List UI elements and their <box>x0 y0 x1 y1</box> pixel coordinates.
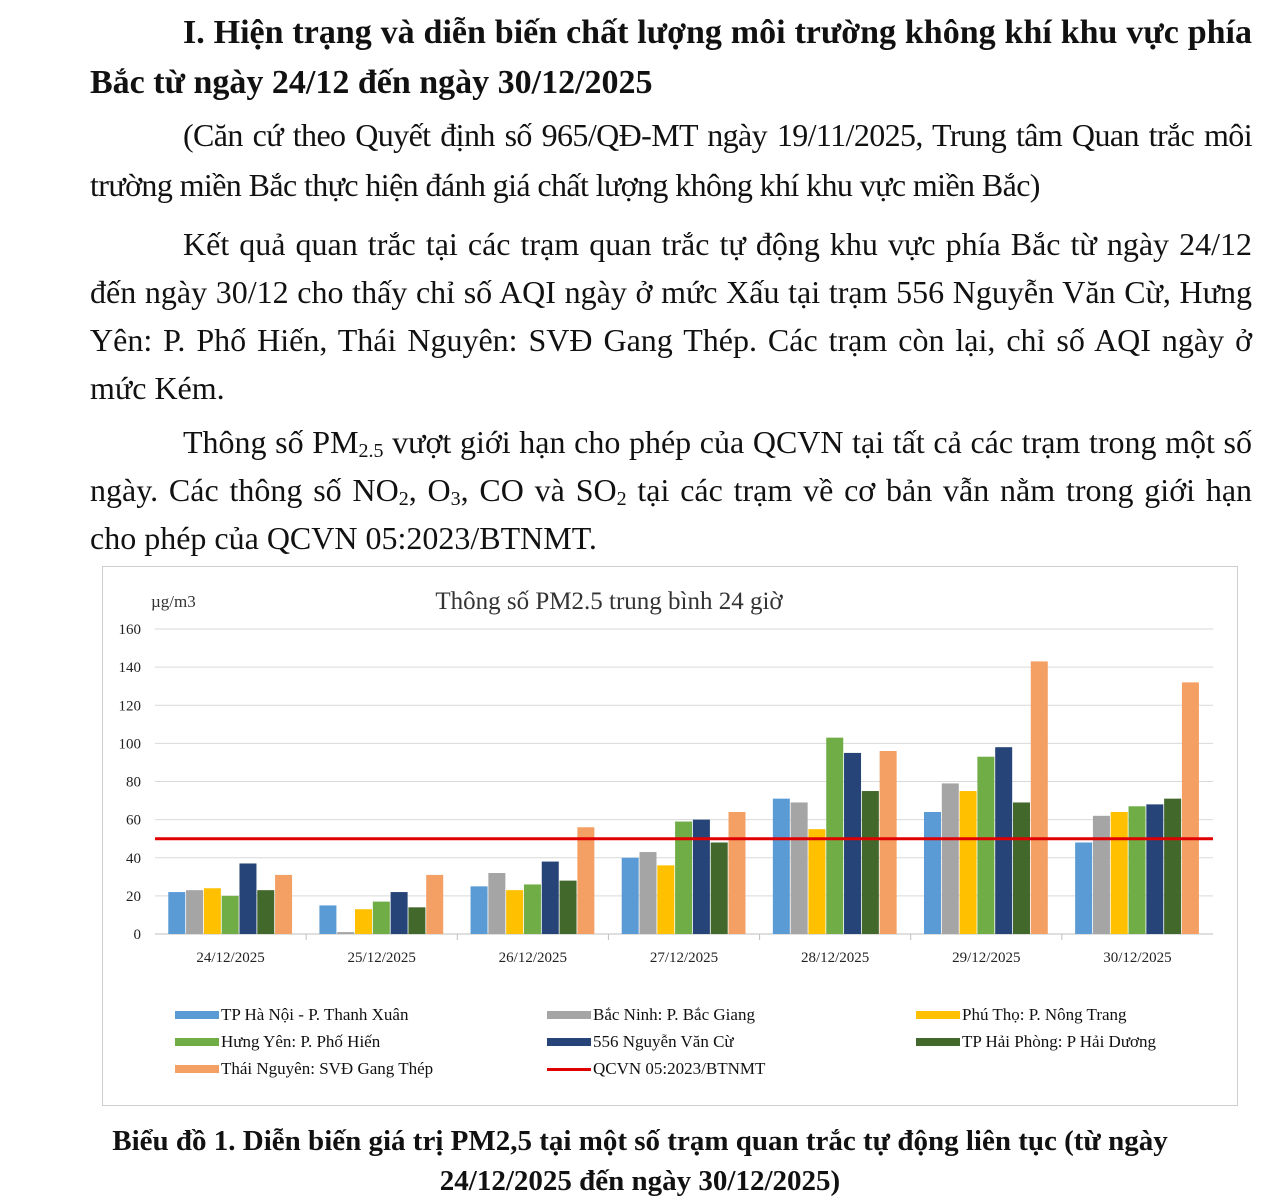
x-tick-label-26/12/2025: 26/12/2025 <box>498 950 568 966</box>
bar-556 Nguyễn Văn Cừ-27/12/2025 <box>693 820 710 934</box>
bar-Bắc Ninh: P. Bắc Giang-25/12/2025 <box>337 932 354 934</box>
legend-label: 556 Nguyễn Văn Cừ <box>593 1032 734 1051</box>
bar-TP Hà Nội - P. Thanh Xuân-25/12/2025 <box>319 905 336 934</box>
y-tick-label-140: 140 <box>118 660 141 677</box>
legend-swatch <box>547 1038 591 1046</box>
y-tick-label-160: 160 <box>118 622 141 638</box>
bar-Hưng Yên: P. Phố Hiến-26/12/2025 <box>524 884 541 934</box>
bar-TP Hà Nội - P. Thanh Xuân-30/12/2025 <box>1075 843 1092 935</box>
bar-Thái Nguyên: SVĐ Gang Thép-27/12/2025 <box>729 812 746 934</box>
legend-item <box>547 1059 765 1079</box>
p2-sub-2: 2 <box>398 488 409 510</box>
bar-Bắc Ninh: P. Bắc Giang-26/12/2025 <box>488 873 505 934</box>
x-tick-label-30/12/2025: 30/12/2025 <box>1103 950 1172 966</box>
bar-Thái Nguyên: SVĐ Gang Thép-24/12/2025 <box>275 875 292 934</box>
bar-556 Nguyễn Văn Cừ-25/12/2025 <box>391 892 408 934</box>
legend-swatch <box>175 1065 219 1073</box>
legend-label: Thái Nguyên: SVĐ Gang Thép <box>221 1059 434 1078</box>
legend-swatch <box>916 1038 960 1046</box>
p2-text-4: , CO và SO <box>460 472 617 508</box>
legend-swatch <box>916 1011 960 1019</box>
bar-Hưng Yên: P. Phố Hiến-25/12/2025 <box>373 902 390 934</box>
bar-Hưng Yên: P. Phố Hiến-28/12/2025 <box>826 738 843 934</box>
bar-TP Hà Nội - P. Thanh Xuân-29/12/2025 <box>924 812 941 934</box>
bar-Phú Thọ: P. Nông Trang-24/12/2025 <box>204 888 221 934</box>
legend-item <box>547 1032 734 1052</box>
bar-Bắc Ninh: P. Bắc Giang-30/12/2025 <box>1093 816 1110 934</box>
chart-legend <box>103 997 1239 1087</box>
x-tick-label-28/12/2025: 28/12/2025 <box>800 950 870 966</box>
y-axis-unit-label: µg/m3 <box>151 592 196 611</box>
bar-Hưng Yên: P. Phố Hiến-24/12/2025 <box>222 896 239 934</box>
x-tick-label-29/12/2025: 29/12/2025 <box>952 950 1021 966</box>
chart-title: Thông số PM2.5 trung bình 24 giờ <box>435 588 783 615</box>
bar-Bắc Ninh: P. Bắc Giang-24/12/2025 <box>186 890 203 934</box>
legend-item <box>916 1005 1127 1025</box>
bar-Phú Thọ: P. Nông Trang-30/12/2025 <box>1111 812 1128 934</box>
bar-Hưng Yên: P. Phố Hiến-29/12/2025 <box>977 757 994 934</box>
bar-TP Hải Phòng: P Hải Dương-29/12/2025 <box>1013 802 1030 934</box>
bar-TP Hải Phòng: P Hải Dương-27/12/2025 <box>711 843 728 935</box>
p2-text-2: vượt giới hạn cho phép của QCVN tại tất cả các trạm trong một số ngày. Các thông số NO <box>90 424 1253 508</box>
bar-TP Hải Phòng: P Hải Dương-28/12/2025 <box>862 791 879 934</box>
bar-TP Hải Phòng: P Hải Dương-26/12/2025 <box>560 881 577 934</box>
p2-sub-4: 2 <box>616 488 627 510</box>
reference-note: (Căn cứ theo Quyết định số 965/QĐ-MT ngày 19/11/2025, Trung tâm Quan trắc môi trường miền Bắc thực hiện đánh giá chất lượng không khí khu vực miền Bắc) <box>90 117 1252 203</box>
bar-TP Hải Phòng: P Hải Dương-25/12/2025 <box>408 907 425 934</box>
bar-Bắc Ninh: P. Bắc Giang-27/12/2025 <box>640 852 657 934</box>
y-tick-label-100: 100 <box>118 736 141 753</box>
bar-Phú Thọ: P. Nông Trang-27/12/2025 <box>657 865 674 934</box>
legend-label: TP Hải Phòng: P Hải Dương <box>962 1032 1157 1051</box>
p2-sub-3: 3 <box>450 488 461 510</box>
p2-text-3: , O <box>408 472 451 508</box>
legend-swatch <box>175 1038 219 1046</box>
bar-Hưng Yên: P. Phố Hiến-30/12/2025 <box>1129 806 1146 934</box>
bar-Thái Nguyên: SVĐ Gang Thép-30/12/2025 <box>1182 682 1199 934</box>
bar-Thái Nguyên: SVĐ Gang Thép-29/12/2025 <box>1031 661 1048 934</box>
p2-text-1: Thông số PM <box>183 424 359 460</box>
legend-item <box>916 1032 1156 1052</box>
chart-caption: Biểu đồ 1. Diễn biến giá trị PM2,5 tại một số trạm quan trắc tự động liên tục (từ ngày 24/12/2025 đến ngày 30/12/2025) <box>112 1125 1168 1197</box>
legend-swatch <box>175 1011 219 1019</box>
x-tick-label-25/12/2025: 25/12/2025 <box>347 950 416 966</box>
bar-TP Hà Nội - P. Thanh Xuân-26/12/2025 <box>471 886 488 934</box>
y-tick-label-20: 20 <box>126 888 141 905</box>
pm25-chart <box>102 566 1238 1106</box>
bar-TP Hải Phòng: P Hải Dương-24/12/2025 <box>257 890 274 934</box>
y-tick-label-120: 120 <box>118 698 141 715</box>
legend-item <box>175 1059 433 1079</box>
legend-label: TP Hà Nội - P. Thanh Xuân <box>221 1005 409 1024</box>
legend-item <box>175 1032 380 1052</box>
bar-TP Hải Phòng: P Hải Dương-30/12/2025 <box>1164 799 1181 934</box>
x-tick-label-27/12/2025: 27/12/2025 <box>649 950 719 966</box>
bar-Phú Thọ: P. Nông Trang-25/12/2025 <box>355 909 372 934</box>
y-tick-label-60: 60 <box>126 812 141 829</box>
bar-556 Nguyễn Văn Cừ-30/12/2025 <box>1146 804 1163 934</box>
bar-Bắc Ninh: P. Bắc Giang-29/12/2025 <box>942 783 959 934</box>
bar-Thái Nguyên: SVĐ Gang Thép-26/12/2025 <box>577 827 594 934</box>
chart-bars <box>155 661 1213 934</box>
bar-556 Nguyễn Văn Cừ-28/12/2025 <box>844 753 861 934</box>
y-tick-label-0: 0 <box>133 927 141 943</box>
legend-item <box>547 1005 755 1025</box>
y-tick-label-80: 80 <box>126 774 141 791</box>
legend-label: QCVN 05:2023/BTNMT <box>593 1059 766 1078</box>
bar-556 Nguyễn Văn Cừ-26/12/2025 <box>542 862 559 934</box>
x-tick-label-24/12/2025: 24/12/2025 <box>196 950 265 966</box>
legend-label: Phú Thọ: P. Nông Trang <box>962 1005 1127 1024</box>
section-heading: I. Hiện trạng và diễn biến chất lượng môi trường không khí khu vực phía Bắc từ ngày 24/12 đến ngày 30/12/2025 <box>90 14 1252 101</box>
legend-swatch <box>547 1068 591 1071</box>
p2-text-5: tại các trạm về cơ bản vẫn nằm trong giới hạn cho phép của QCVN 05:2023/BTNMT. <box>90 472 1253 556</box>
bar-556 Nguyễn Văn Cừ-24/12/2025 <box>239 863 256 934</box>
legend-swatch <box>547 1011 591 1019</box>
paragraph-pm25-results <box>90 418 1252 562</box>
paragraph-aqi-results: Kết quả quan trắc tại các trạm quan trắc tự động khu vực phía Bắc từ ngày 24/12 đến ngày 30/12 cho thấy chỉ số AQI ngày ở mức Xấu tại trạm 556 Nguyễn Văn Cừ, Hưng Yên: P. Phố Hiến, Thái Nguyên: SVĐ Gang Thép. Các trạm còn lại, chỉ số AQI ngày ở mức Kém. <box>90 226 1252 406</box>
legend-label: Hưng Yên: P. Phố Hiến <box>221 1032 381 1051</box>
y-tick-label-40: 40 <box>126 850 141 867</box>
bar-Thái Nguyên: SVĐ Gang Thép-25/12/2025 <box>426 875 443 934</box>
bar-TP Hà Nội - P. Thanh Xuân-27/12/2025 <box>622 858 639 934</box>
bar-Phú Thọ: P. Nông Trang-29/12/2025 <box>960 791 977 934</box>
bar-TP Hà Nội - P. Thanh Xuân-24/12/2025 <box>168 892 185 934</box>
p2-sub-1: 2.5 <box>358 440 384 462</box>
bar-556 Nguyễn Văn Cừ-29/12/2025 <box>995 747 1012 934</box>
bar-Bắc Ninh: P. Bắc Giang-28/12/2025 <box>791 802 808 934</box>
legend-item <box>175 1005 408 1025</box>
bar-TP Hà Nội - P. Thanh Xuân-28/12/2025 <box>773 799 790 934</box>
bar-Thái Nguyên: SVĐ Gang Thép-28/12/2025 <box>880 751 897 934</box>
bar-Phú Thọ: P. Nông Trang-26/12/2025 <box>506 890 523 934</box>
legend-label: Bắc Ninh: P. Bắc Giang <box>593 1005 755 1024</box>
pm25-chart-svg <box>103 567 1239 997</box>
bar-Phú Thọ: P. Nông Trang-28/12/2025 <box>808 829 825 934</box>
